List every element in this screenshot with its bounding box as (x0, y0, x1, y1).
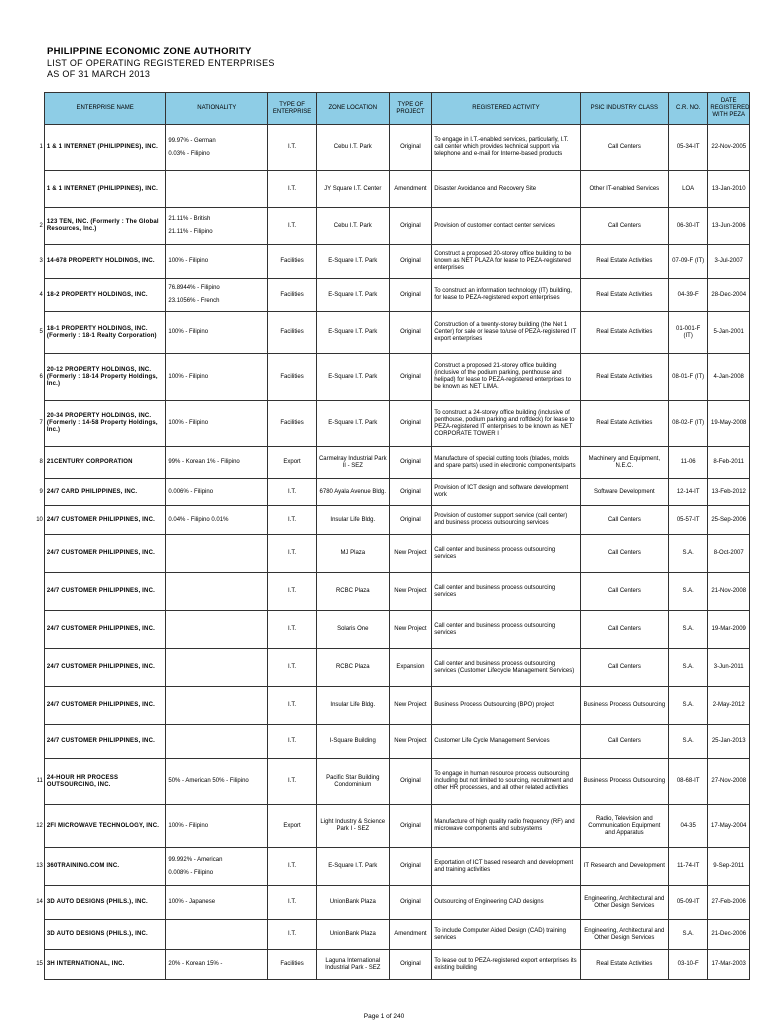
registered-activity: Construct a proposed 21-storey office building (inclusive of the podium parking, penthouse and helipad) for lease to PEZA-registered enterprises to be known as NET LIMA. (432, 354, 581, 401)
registered-activity: Manufacture of special cutting tools (blades, molds and spare parts) used in electronic components/parts (432, 447, 581, 479)
project-type: Amendment (389, 920, 432, 950)
table-row (34, 354, 750, 401)
cr-number: 04-35 (668, 805, 707, 848)
col-enterprise-name: ENTERPRISE NAME (44, 93, 166, 125)
enterprise-type: Facilities (268, 354, 317, 401)
psic-class: Real Estate Activities (580, 401, 668, 447)
enterprise-name: 18-2 PROPERTY HOLDINGS, INC. (44, 279, 166, 312)
nationality (166, 573, 268, 611)
cr-number: 11-06 (668, 447, 707, 479)
nationality-line: 50% - American 50% - Filipino (168, 778, 249, 784)
psic-class: Radio, Television and Communication Equipment and Apparatus (580, 805, 668, 848)
psic-class: Call Centers (580, 506, 668, 535)
table-row (34, 506, 750, 535)
enterprise-name: 24/7 CUSTOMER PHILIPPINES, INC. (44, 611, 166, 649)
psic-class: Call Centers (580, 725, 668, 759)
zone-location: E-Square I.T. Park (316, 401, 389, 447)
zone-location: Carmelray Industrial Park II - SEZ (316, 447, 389, 479)
enterprise-type: I.T. (268, 535, 317, 573)
date-registered: 8-Oct-2007 (708, 535, 750, 573)
registered-activity: Call center and business process outsourcing services (Customer Lifecycle Management Services) (432, 649, 581, 687)
cr-number: 04-39-F (668, 279, 707, 312)
project-type: New Project (389, 611, 432, 649)
enterprise-type: Facilities (268, 312, 317, 354)
enterprise-type: I.T. (268, 125, 317, 171)
row-number: 3 (39, 258, 43, 264)
project-type: New Project (389, 725, 432, 759)
registered-activity: To engage in human resource process outsourcing including but not limited to sourcing, recruitment and other HR processes, and all other related activities (432, 759, 581, 805)
nationality (166, 171, 268, 208)
registered-activity: Provision of customer contact center services (432, 208, 581, 245)
nationality-line: 0.04% - Filipino 0.01% (168, 516, 229, 523)
psic-class: Other IT-enabled Services (580, 171, 668, 208)
nationality (166, 312, 268, 354)
col-registered-activity: REGISTERED ACTIVITY (432, 93, 581, 125)
enterprise-name: 3H INTERNATIONAL, INC. (44, 950, 166, 980)
date-registered: 28-Dec-2004 (708, 279, 750, 312)
enterprise-type: I.T. (268, 573, 317, 611)
zone-location: Cebu I.T. Park (316, 208, 389, 245)
psic-class: Real Estate Activities (580, 354, 668, 401)
project-type: Original (389, 279, 432, 312)
row-number: 7 (39, 420, 43, 426)
registered-activity: Construction of a twenty-storey building (the Net 1 Center) for sale or lease to/use of PEZA-registered IT export enterprises (432, 312, 581, 354)
cr-number: S.A. (668, 573, 707, 611)
nationality-line: 20% - Korean 15% - (168, 961, 223, 967)
table-row (34, 245, 750, 279)
nationality (166, 245, 268, 279)
table-row (34, 950, 750, 980)
col-type-of-enterprise: TYPE OF ENTERPRISE (268, 93, 317, 125)
project-type: Original (389, 125, 432, 171)
date-registered: 4-Jan-2008 (708, 354, 750, 401)
project-type: Original (389, 354, 432, 401)
nationality-line: 100% - Filipino (168, 420, 209, 426)
col-cr-no: C.R. NO. (668, 93, 707, 125)
table-row (34, 649, 750, 687)
zone-location: Insular Life Bldg. (316, 687, 389, 725)
project-type: Original (389, 950, 432, 980)
nationality (166, 279, 268, 312)
cr-number: S.A. (668, 920, 707, 950)
date-registered: 19-May-2008 (708, 401, 750, 447)
registered-activity: Outsourcing of Engineering CAD designs (432, 886, 581, 920)
cr-number: 07-09-F (IT) (668, 245, 707, 279)
date-registered: 13-Jun-2006 (708, 208, 750, 245)
date-registered: 3-Jul-2007 (708, 245, 750, 279)
nationality (166, 401, 268, 447)
cr-number: S.A. (668, 649, 707, 687)
cr-number: 05-57-IT (668, 506, 707, 535)
psic-class: Call Centers (580, 611, 668, 649)
enterprise-name: 24/7 CUSTOMER PHILIPPINES, INC. (44, 506, 166, 535)
project-type: Original (389, 245, 432, 279)
psic-class: Real Estate Activities (580, 312, 668, 354)
psic-class: Engineering, Architectural and Other Design Services (580, 920, 668, 950)
table-row (34, 479, 750, 506)
project-type: New Project (389, 535, 432, 573)
nationality (166, 447, 268, 479)
table-row (34, 401, 750, 447)
cr-number: 01-001-F (IT) (668, 312, 707, 354)
date-registered: 17-May-2004 (708, 805, 750, 848)
enterprise-type: Facilities (268, 950, 317, 980)
date-registered: 13-Jan-2010 (708, 171, 750, 208)
registered-activity: To construct a 24-storey office building (inclusive of penthouse, podium parking and roffdeck) for lease to PEZA-registered IT enterprises to be known as NET CORPORATE TOWER I (432, 401, 581, 447)
date-registered: 27-Feb-2006 (708, 886, 750, 920)
nationality (166, 611, 268, 649)
zone-location: UnionBank Plaza (316, 886, 389, 920)
row-number (34, 725, 44, 759)
nationality (166, 208, 268, 245)
project-type: Expansion (389, 649, 432, 687)
nationality-line: 23.1056% - French (168, 298, 220, 304)
nationality-line: 0.03% - Filipino (168, 150, 210, 157)
psic-class: Real Estate Activities (580, 950, 668, 980)
col-type-of-project: TYPE OF PROJECT (389, 93, 432, 125)
enterprise-type: I.T. (268, 208, 317, 245)
zone-location: 6780 Ayala Avenue Bldg. (316, 479, 389, 506)
psic-class: Engineering, Architectural and Other Design Services (580, 886, 668, 920)
enterprise-type: Facilities (268, 279, 317, 312)
zone-location: Solaris One (316, 611, 389, 649)
date-registered: 2-May-2012 (708, 687, 750, 725)
psic-class: Call Centers (580, 649, 668, 687)
row-number: 5 (39, 329, 43, 335)
enterprise-name: 21CENTURY CORPORATION (44, 447, 166, 479)
table-row (34, 312, 750, 354)
enterprise-type: I.T. (268, 725, 317, 759)
zone-location: E-Square I.T. Park (316, 245, 389, 279)
registered-activity: To lease out to PEZA-registered export enterprises its existing building (432, 950, 581, 980)
table-row (34, 805, 750, 848)
cr-number: 03-10-F (668, 950, 707, 980)
psic-class: Call Centers (580, 573, 668, 611)
nationality-line: 99.97% - German (168, 137, 216, 144)
enterprise-type: I.T. (268, 848, 317, 886)
row-number (34, 171, 44, 208)
row-number: 13 (36, 863, 43, 869)
nationality-line: 100% - Filipino (168, 373, 209, 380)
zone-location: Pacific Star Building Condominium (316, 759, 389, 805)
enterprise-name: 1 & 1 INTERNET (PHILIPPINES), INC. (44, 125, 166, 171)
zone-location: Cebu I.T. Park (316, 125, 389, 171)
table-row (34, 535, 750, 573)
nationality-line: 21.11% - British (168, 216, 211, 222)
psic-class: Real Estate Activities (580, 279, 668, 312)
table-row (34, 848, 750, 886)
registered-activity: Call center and business process outsourcing services (432, 611, 581, 649)
date-registered: 25-Sep-2006 (708, 506, 750, 535)
enterprise-name: 123 TEN, INC. (Formerly : The Global Resources, Inc.) (44, 208, 166, 245)
enterprise-type: I.T. (268, 611, 317, 649)
registered-activity: Provision of ICT design and software development work (432, 479, 581, 506)
nationality (166, 920, 268, 950)
cr-number: 05-34-IT (668, 125, 707, 171)
table-row (34, 125, 750, 171)
enterprise-name: 18-1 PROPERTY HOLDINGS, INC. (Formerly : 18-1 Realty Corporation) (44, 312, 166, 354)
row-number: 12 (36, 822, 43, 829)
enterprise-type: Facilities (268, 245, 317, 279)
nationality-line: 0.006% - Filipino (168, 488, 214, 495)
date-registered: 21-Dec-2006 (708, 920, 750, 950)
nationality (166, 950, 268, 980)
nationality (166, 805, 268, 848)
row-number: 1 (39, 144, 43, 150)
zone-location: RCBC Plaza (316, 573, 389, 611)
registered-activity: Business Process Outsourcing (BPO) project (432, 687, 581, 725)
table-row (34, 611, 750, 649)
nationality-line: 100% - Japanese (168, 899, 216, 905)
date-registered: 21-Nov-2008 (708, 573, 750, 611)
table-row (34, 573, 750, 611)
as-of-date: AS OF 31 MARCH 2013 (47, 69, 151, 79)
date-registered: 5-Jan-2001 (708, 312, 750, 354)
table-row (34, 725, 750, 759)
zone-location: Laguna International Industrial Park - SEZ (316, 950, 389, 980)
zone-location: JY Square I.T. Center (316, 171, 389, 208)
row-number: 9 (39, 488, 43, 495)
nationality (166, 886, 268, 920)
project-type: Original (389, 506, 432, 535)
zone-location: E-Square I.T. Park (316, 279, 389, 312)
psic-class: Business Process Outsourcing (580, 759, 668, 805)
enterprise-type: I.T. (268, 920, 317, 950)
nationality (166, 725, 268, 759)
project-type: Original (389, 759, 432, 805)
registered-activity: Call center and business process outsourcing services (432, 573, 581, 611)
zone-location: E-Square I.T. Park (316, 848, 389, 886)
nationality (166, 687, 268, 725)
psic-class: Machinery and Equipment, N.E.C. (580, 447, 668, 479)
row-number (34, 573, 44, 611)
psic-class: Call Centers (580, 125, 668, 171)
enterprise-name: 20-12 PROPERTY HOLDINGS, INC. (Formerly : 18-14 Property Holdings, Inc.) (44, 354, 166, 401)
cr-number: S.A. (668, 535, 707, 573)
enterprise-name: 24/7 CUSTOMER PHILIPPINES, INC. (44, 649, 166, 687)
psic-class: Real Estate Activities (580, 245, 668, 279)
registered-activity: Call center and business process outsourcing services (432, 535, 581, 573)
psic-class: IT Research and Development (580, 848, 668, 886)
page-footer: Page 1 of 240 (363, 1013, 405, 1020)
enterprise-type: I.T. (268, 479, 317, 506)
table-row (34, 208, 750, 245)
document-header (47, 46, 275, 80)
nationality (166, 649, 268, 687)
nationality (166, 354, 268, 401)
psic-class: Call Centers (580, 535, 668, 573)
nationality-line: 99% - Korean 1% - Filipino (168, 459, 240, 465)
col-nationality: NATIONALITY (166, 93, 268, 125)
enterprise-name: 24/7 CUSTOMER PHILIPPINES, INC. (44, 725, 166, 759)
zone-location: RCBC Plaza (316, 649, 389, 687)
date-registered: 13-Feb-2012 (708, 479, 750, 506)
row-number: 14 (36, 899, 43, 905)
row-number (34, 535, 44, 573)
nationality-line: 0.008% - Filipino (168, 869, 214, 876)
table-row (34, 447, 750, 479)
enterprise-name: 24/7 CUSTOMER PHILIPPINES, INC. (44, 687, 166, 725)
psic-class: Software Development (580, 479, 668, 506)
date-registered: 27-Nov-2008 (708, 759, 750, 805)
enterprise-type: I.T. (268, 506, 317, 535)
nationality (166, 479, 268, 506)
project-type: Original (389, 312, 432, 354)
enterprise-name: 360TRAINING.COM INC. (44, 848, 166, 886)
project-type: Amendment (389, 171, 432, 208)
enterprise-name: 24-HOUR HR PROCESS OUTSOURCING, INC. (44, 759, 166, 805)
project-type: New Project (389, 573, 432, 611)
col-date-registered: DATE REGISTERED WITH PEZA (708, 93, 750, 125)
enterprise-name: 2FI MICROWAVE TECHNOLOGY, INC. (44, 805, 166, 848)
project-type: Original (389, 479, 432, 506)
row-number: 4 (39, 291, 43, 298)
registered-activity: To construct an information technology (IT) building, for lease to PEZA-registered export enterprises (432, 279, 581, 312)
table-row (34, 886, 750, 920)
psic-class: Business Process Outsourcing (580, 687, 668, 725)
enterprise-type: Export (268, 447, 317, 479)
date-registered: 3-Jun-2011 (708, 649, 750, 687)
row-number: 8 (39, 459, 43, 465)
enterprise-name: 1 & 1 INTERNET (PHILIPPINES), INC. (44, 171, 166, 208)
table-row (34, 759, 750, 805)
date-registered: 8-Feb-2011 (708, 447, 750, 479)
cr-number: 08-01-F (IT) (668, 354, 707, 401)
enterprise-name: 3D AUTO DESIGNS (PHILS.), INC. (44, 886, 166, 920)
zone-location: MJ Plaza (316, 535, 389, 573)
enterprises-table (34, 92, 750, 980)
row-number: 11 (36, 778, 43, 784)
project-type: Original (389, 848, 432, 886)
cr-number: 08-68-IT (668, 759, 707, 805)
registered-activity: Disaster Avoidance and Recovery Site (432, 171, 581, 208)
registered-activity: To include Computer Aided Design (CAD) training services (432, 920, 581, 950)
registered-activity: Provision of customer support service (call center) and business process outsourcing services (432, 506, 581, 535)
enterprise-type: Export (268, 805, 317, 848)
cr-number: S.A. (668, 687, 707, 725)
enterprise-name: 24/7 CUSTOMER PHILIPPINES, INC. (44, 573, 166, 611)
date-registered: 9-Sep-2011 (708, 848, 750, 886)
nationality (166, 848, 268, 886)
cr-number: 08-02-F (IT) (668, 401, 707, 447)
nationality (166, 506, 268, 535)
nationality (166, 535, 268, 573)
psic-class: Call Centers (580, 208, 668, 245)
nationality-line: 100% - Filipino (168, 329, 209, 335)
zone-location: Light Industry & Science Park I - SEZ (316, 805, 389, 848)
registered-activity: Exportation of ICT based research and development and training activities (432, 848, 581, 886)
enterprise-type: Facilities (268, 401, 317, 447)
registered-activity: Customer Life Cycle Management Services (432, 725, 581, 759)
row-number (34, 611, 44, 649)
nationality (166, 759, 268, 805)
enterprise-name: 24/7 CUSTOMER PHILIPPINES, INC. (44, 535, 166, 573)
col-zone-location: ZONE LOCATION (316, 93, 389, 125)
table-row (34, 171, 750, 208)
enterprise-type: I.T. (268, 171, 317, 208)
nationality (166, 125, 268, 171)
nationality-line: 21.11% - Filipino (168, 229, 213, 235)
zone-location: I-Square Building (316, 725, 389, 759)
cr-number: 11-74-IT (668, 848, 707, 886)
cr-number: 12-14-IT (668, 479, 707, 506)
registered-activity: Construct a proposed 20-storey office building to be known as NET PLAZA for lease to PEZA-registered enterprises (432, 245, 581, 279)
enterprise-name: 24/7 CARD PHILIPPINES, INC. (44, 479, 166, 506)
zone-location: E-Square I.T. Park (316, 312, 389, 354)
col-psic-industry-class: PSIC INDUSTRY CLASS (580, 93, 668, 125)
nationality-line: 100% - Filipino (168, 258, 209, 264)
organization-name: PHILIPPINE ECONOMIC ZONE AUTHORITY (47, 46, 252, 57)
date-registered: 25-Jan-2013 (708, 725, 750, 759)
cr-number: LOA (668, 171, 707, 208)
row-number: 2 (39, 222, 43, 229)
registered-activity: Manufacture of high quality radio frequency (RF) and microwave components and subsystems (432, 805, 581, 848)
nationality-line: 76.8944% - Filipino (168, 285, 220, 291)
enterprise-type: I.T. (268, 687, 317, 725)
enterprise-name: 14-678 PROPERTY HOLDINGS, INC. (44, 245, 166, 279)
project-type: New Project (389, 687, 432, 725)
cr-number: 06-30-IT (668, 208, 707, 245)
registered-activity: To engage in I.T.-enabled services, particularly, I.T. call center which provides technical support via telephone and e-mail for Interne-based products (432, 125, 581, 171)
row-number (34, 920, 44, 950)
zone-location: E-Square I.T. Park (316, 354, 389, 401)
date-registered: 19-Mar-2009 (708, 611, 750, 649)
table-row (34, 279, 750, 312)
enterprise-type: I.T. (268, 759, 317, 805)
table-row (34, 687, 750, 725)
project-type: Original (389, 886, 432, 920)
row-number (34, 687, 44, 725)
table-header-row (34, 93, 750, 125)
document-title: LIST OF OPERATING REGISTERED ENTERPRISES (47, 58, 275, 68)
row-number (34, 649, 44, 687)
project-type: Original (389, 401, 432, 447)
nationality-line: 99.992% - American (168, 856, 223, 863)
nationality-line: 100% - Filipino (168, 822, 209, 829)
row-number: 10 (36, 516, 43, 523)
project-type: Original (389, 805, 432, 848)
date-registered: 17-Mar-2003 (708, 950, 750, 980)
enterprise-name: 3D AUTO DESIGNS (PHILS.), INC. (44, 920, 166, 950)
project-type: Original (389, 208, 432, 245)
zone-location: Insular Life Bldg. (316, 506, 389, 535)
project-type: Original (389, 447, 432, 479)
enterprise-name: 20-34 PROPERTY HOLDINGS, INC. (Formerly : 14-58 Property Holdings, Inc.) (44, 401, 166, 447)
cr-number: S.A. (668, 725, 707, 759)
enterprise-type: I.T. (268, 886, 317, 920)
cr-number: S.A. (668, 611, 707, 649)
table-row (34, 920, 750, 950)
date-registered: 22-Nov-2005 (708, 125, 750, 171)
row-number: 15 (36, 961, 43, 967)
row-number: 6 (39, 373, 43, 380)
zone-location: UnionBank Plaza (316, 920, 389, 950)
cr-number: 05-09-IT (668, 886, 707, 920)
enterprise-type: I.T. (268, 649, 317, 687)
